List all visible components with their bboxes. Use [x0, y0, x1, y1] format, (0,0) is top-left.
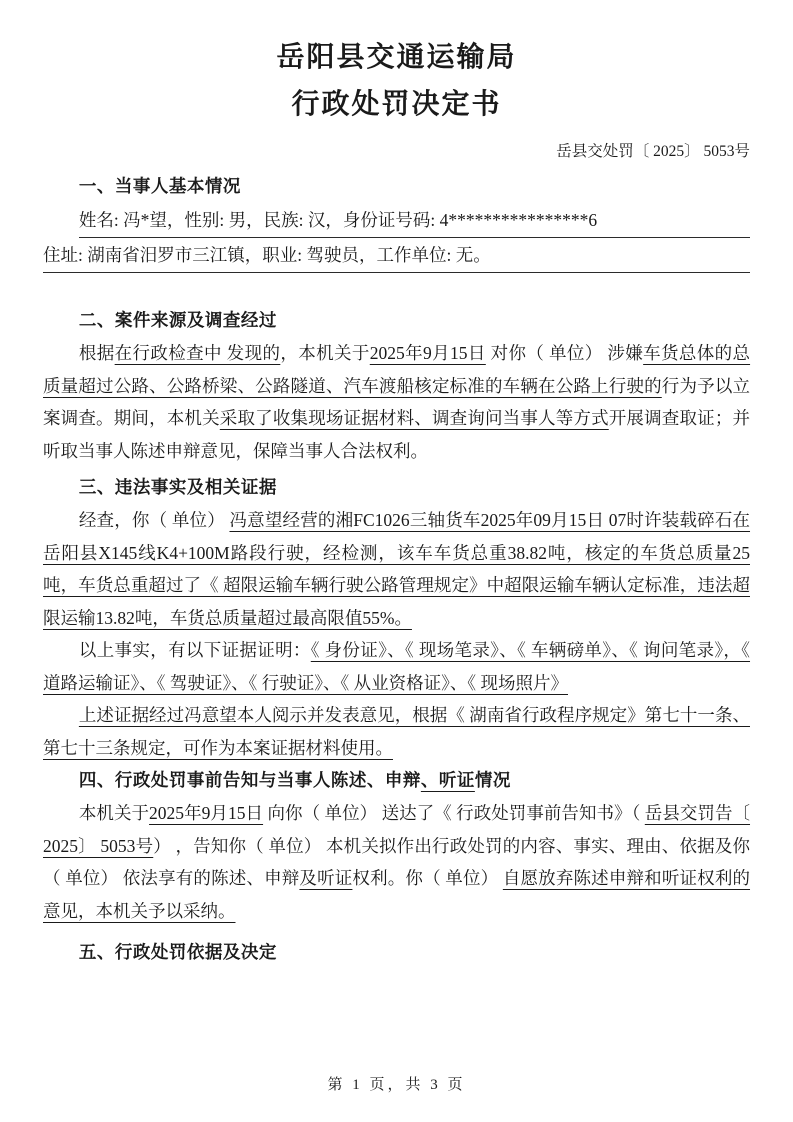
- notice-paragraph: [43, 797, 750, 927]
- underlined-text-segment: 上述证据经过冯意望本人阅示并发表意见，根据《 湖南省行政程序规定》第七十一条、第七十三条规定，可作为本案证据材料使用。: [43, 705, 750, 758]
- text-segment: 五、行政处罚依据及决定: [78, 942, 277, 962]
- text-segment: 向你（ 单位） 送达了《 行政处罚事前告知书》（: [263, 803, 645, 823]
- text-segment: 情况: [474, 770, 511, 790]
- text-segment: 经查，你（ 单位）: [78, 510, 230, 530]
- text-segment: 以上事实，有以下证据证明：: [78, 640, 311, 660]
- evidence-list-paragraph: [43, 634, 750, 699]
- underlined-text-segment: 《 身份证》、《 现场笔录》、《 车辆磅单》、《 询问笔录》，《 道路运输证》、《 驾驶证》、《 行驶证》、《 从业资格证》、《 现场照片》: [43, 640, 751, 693]
- section-heading-illegal-facts-evidence: [79, 471, 750, 504]
- text-segment: 行为予以立案调查。期间，本机关: [43, 375, 750, 428]
- underlined-text-segment: 2025年9月15日: [149, 803, 264, 823]
- text-segment: 对你（ 单位） 涉嫌: [485, 343, 644, 363]
- text-segment: 根据: [78, 343, 115, 363]
- party-address-line: [43, 240, 750, 273]
- underlined-text-segment: 、听证: [420, 770, 475, 790]
- text-segment: 姓名: 冯*望，性别: 男，民族: 汉，身份证号码: 4****************6: [78, 210, 598, 230]
- section-case-source-investigation: [43, 304, 750, 467]
- text-segment: 开展调查取证；并听取当事人陈述申辩意见，保障当事人合法权利。: [43, 408, 751, 461]
- underlined-text-segment: 岳县交罚告〔 2025〕 5053号: [43, 803, 751, 856]
- investigation-paragraph: [43, 337, 750, 467]
- section-heading-prior-notice-statement-defense-hearing: [79, 764, 750, 797]
- document-title: 行政处罚决定书: [291, 89, 502, 120]
- section-heading-penalty-basis-decision: [79, 936, 750, 969]
- section-heading-party-basic-info: [79, 170, 750, 203]
- section-illegal-facts-evidence: [43, 471, 750, 764]
- text-segment: 权利。你（ 单位）: [352, 868, 503, 888]
- document-number: 岳县交处罚〔 2025〕 5053号: [556, 143, 750, 160]
- text-segment: 一、当事人基本情况: [78, 176, 241, 196]
- underlined-text-segment: 采取了收集现场证据材料、调查询问当事人等方式: [219, 408, 609, 428]
- text-segment: 四、行政处罚事前告知与当事人陈述、申辩: [78, 770, 421, 790]
- text-segment: 三、违法事实及相关证据: [78, 477, 277, 497]
- section-penalty-basis-decision: [43, 936, 750, 969]
- text-segment: 住址: 湖南省汨罗市三江镇，职业: 驾驶员，工作单位: 无。: [43, 245, 491, 265]
- document-body: [43, 170, 750, 969]
- section-party-basic-info: [43, 170, 750, 273]
- agency-title: 岳阳县交通运输局: [276, 42, 517, 73]
- underlined-text-segment: 自愿放弃陈述申辩和听证权利的意见，本机关予以采纳。: [43, 868, 751, 921]
- text-segment: ） ，告知你（ 单位） 本机关拟作出行政处罚的内容、事实、理由、依据及你（ 单位） 依法享有的陈述、申辩: [43, 835, 750, 888]
- section-prior-notice-statement-defense-hearing: [43, 764, 750, 927]
- party-name-line: [79, 205, 750, 238]
- section-heading-case-source-investigation: [79, 304, 750, 337]
- underlined-text-segment: 在行政检查中 发现的: [114, 343, 281, 363]
- page-footer: 第 1 页，共 3 页: [327, 1077, 466, 1093]
- facts-paragraph: [43, 504, 750, 634]
- text-segment: 本机关于: [78, 803, 150, 823]
- underlined-text-segment: 2025年9月15日: [369, 343, 486, 363]
- underlined-text-segment: 冯意望经营的湘FC1026三轴货车2025年09月15日 07时许装载碎石在岳阳县X145线K4+100M路段行驶，经检测，该车车货总重38.82吨，核定的车货总质量25吨，车货总重超过了《 超限运输车辆行驶公路管理规定》中超限运输车辆认定标准，违法超限运输13.82吨，车货总质量超过最高限值55%。: [43, 510, 751, 628]
- text-segment: ，本机关于: [280, 343, 370, 363]
- underlined-text-segment: 及听证: [299, 868, 353, 888]
- evidence-review-paragraph: [43, 699, 750, 764]
- underlined-text-segment: 车货总体的总质量超过公路、公路桥梁、公路隧道、汽车渡船核定标准的车辆在公路上行驶的: [43, 343, 751, 396]
- text-segment: 二、案件来源及调查经过: [78, 310, 277, 330]
